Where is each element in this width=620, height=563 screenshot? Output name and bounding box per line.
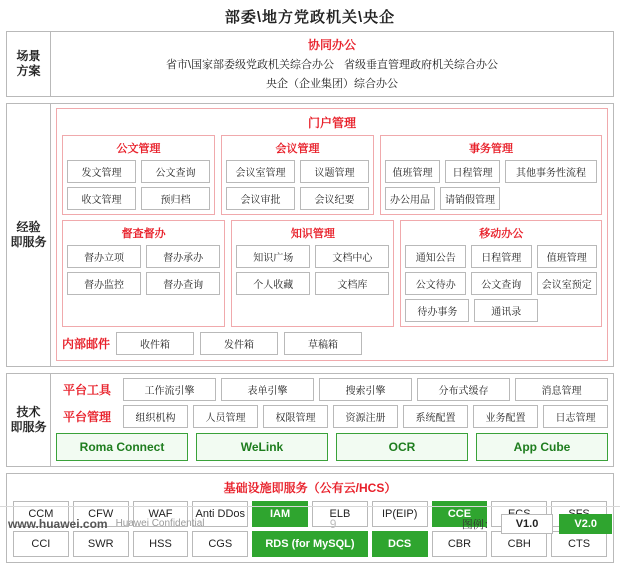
experience-band-label — [7, 104, 51, 366]
module-shiwu — [380, 135, 602, 215]
scenario-band-label — [7, 32, 51, 96]
infra-cell-cgs[interactable]: CGS — [192, 531, 248, 557]
module-row — [226, 187, 369, 210]
tech-products-row — [56, 433, 608, 461]
tech-band — [6, 373, 614, 467]
platform-tools-label: 平台工具 — [62, 383, 111, 397]
infra-cell-iam[interactable]: IAM — [252, 501, 308, 527]
legend-v1-badge: V1.0 — [501, 514, 554, 534]
chip-gongwenchaxun[interactable]: 公文查询 — [141, 160, 210, 183]
scenario-heading: 协同办公 — [307, 38, 356, 52]
chip-wendangzhongxin[interactable]: 文档中心 — [315, 245, 389, 268]
module-row — [67, 187, 210, 210]
platform-manage-row — [56, 405, 608, 428]
experience-band-body — [51, 104, 613, 366]
module-row — [405, 245, 597, 268]
chip-gongwendaiban[interactable]: 公文待办 — [405, 272, 466, 295]
infra-cell-ccm[interactable]: CCM — [13, 501, 69, 527]
legend-v2-badge: V2.0 — [559, 514, 612, 534]
module-gongwen — [62, 135, 215, 215]
module-title: 知识管理 — [290, 228, 335, 240]
tech-band-label — [7, 374, 51, 466]
module-title: 移动办公 — [479, 228, 524, 240]
chip-resource-register[interactable]: 资源注册 — [333, 405, 398, 428]
module-row — [385, 160, 597, 183]
chip-shouwenguanli[interactable]: 收文管理 — [67, 187, 136, 210]
legend-label: 图例： — [461, 518, 495, 531]
infra-cell-hss[interactable]: HSS — [133, 531, 189, 557]
portal-title: 门户管理 — [307, 116, 356, 130]
module-title: 督查督办 — [121, 228, 166, 240]
module-row — [405, 299, 597, 322]
module-row — [385, 187, 597, 210]
tech-band-label-text: 技术 即服务 — [10, 405, 47, 434]
chip-system-config[interactable]: 系统配置 — [403, 405, 468, 428]
scenario-row — [56, 56, 608, 72]
module-row — [67, 272, 220, 295]
footer — [0, 506, 620, 540]
infra-cell-dcs[interactable]: DCS — [372, 531, 428, 557]
infra-cell-cts[interactable]: CTS — [551, 531, 607, 557]
chip-org[interactable]: 组织机构 — [123, 405, 188, 428]
chip-qingxiaojia[interactable]: 请销假管理 — [440, 187, 500, 210]
infra-cell-elb[interactable]: ELB — [312, 501, 368, 527]
module-row — [67, 160, 210, 183]
tech-band-body — [51, 374, 613, 466]
chip-caogaoxiang[interactable]: 草稿箱 — [284, 332, 362, 355]
chip-business-config[interactable]: 业务配置 — [473, 405, 538, 428]
scenario-band-body — [51, 32, 613, 96]
chip-huiyishiguanli[interactable]: 会议室管理 — [226, 160, 295, 183]
chip-fajianxiang[interactable]: 发件箱 — [200, 332, 278, 355]
scenario-item-center: 央企（企业集团）综合办公 — [266, 78, 398, 90]
scenario-band — [6, 31, 614, 97]
experience-top-row — [62, 135, 602, 215]
scenario-item: 省级垂直管理政府机关综合办公 — [344, 59, 499, 71]
infra-cell-cbh[interactable]: CBH — [491, 531, 547, 557]
chip-huiyishenpi[interactable]: 会议审批 — [226, 187, 295, 210]
module-title: 会议管理 — [275, 143, 320, 155]
module-row — [236, 245, 389, 268]
infra-cell-cbr[interactable]: CBR — [432, 531, 488, 557]
infra-cell-cce[interactable]: CCE — [432, 501, 488, 527]
page-title: 部委\地方党政机关\央企 — [224, 9, 396, 26]
chip-fawenguanli[interactable]: 发文管理 — [67, 160, 136, 183]
module-row — [405, 272, 597, 295]
infra-cell-cfw[interactable]: CFW — [73, 501, 129, 527]
chip-zhibanguanli-m[interactable]: 值班管理 — [537, 245, 598, 268]
chip-search-engine[interactable]: 搜索引擎 — [319, 378, 412, 401]
infra-cell-waf[interactable]: WAF — [133, 501, 189, 527]
module-row — [67, 245, 220, 268]
infra-cell-swr[interactable]: SWR — [73, 531, 129, 557]
module-zhishi — [231, 220, 394, 327]
infra-cell-cci[interactable]: CCI — [13, 531, 69, 557]
chip-dubanjiankong[interactable]: 督办监控 — [67, 272, 141, 295]
chip-richengguanli[interactable]: 日程管理 — [445, 160, 500, 183]
mail-label: 内部邮件 — [62, 337, 111, 351]
product-roma-connect[interactable]: Roma Connect — [56, 433, 188, 461]
chip-permission[interactable]: 权限管理 — [263, 405, 328, 428]
chip-yitiguanli[interactable]: 议题管理 — [300, 160, 369, 183]
product-welink[interactable]: WeLink — [196, 433, 328, 461]
module-huiyi — [221, 135, 374, 215]
chip-zhibanguanli[interactable]: 值班管理 — [385, 160, 440, 183]
chip-richengguanli-m[interactable]: 日程管理 — [471, 245, 532, 268]
infra-cell-rds[interactable]: RDS (for MySQL) — [252, 531, 368, 557]
chip-dubanlixiang[interactable]: 督办立项 — [67, 245, 141, 268]
footer-page-number: 9 — [329, 516, 337, 531]
legend — [462, 514, 612, 534]
chip-huiyijiyao[interactable]: 会议纪要 — [300, 187, 369, 210]
chip-tongzhigonggao[interactable]: 通知公告 — [405, 245, 466, 268]
footer-confidential — [116, 518, 205, 529]
infra-cell-ipeip[interactable]: IP(EIP) — [372, 501, 428, 527]
chip-workflow-engine[interactable]: 工作流引擎 — [123, 378, 216, 401]
experience-band-label-text: 经验 即服务 — [10, 220, 47, 249]
module-row — [226, 160, 369, 183]
scenario-item: 省市\国家部委级党政机关综合办公 — [165, 59, 335, 71]
platform-tools-row — [56, 378, 608, 401]
infra-title: 基础设施即服务（公有云/HCS） — [223, 481, 397, 495]
product-ocr[interactable]: OCR — [336, 433, 468, 461]
footer-brand: www.huawei.com — [8, 516, 108, 531]
module-title: 事务管理 — [469, 143, 513, 155]
chip-shoujianxiang[interactable]: 收件箱 — [116, 332, 194, 355]
chip-zhishiguangchang[interactable]: 知识广场 — [236, 245, 310, 268]
chip-yuguidang[interactable]: 预归档 — [141, 187, 210, 210]
chip-distributed-cache[interactable]: 分布式缓存 — [417, 378, 510, 401]
chip-gerenshoucang[interactable]: 个人收藏 — [236, 272, 310, 295]
scenario-band-label-text: 场景 方案 — [16, 49, 41, 78]
chip-log-manage[interactable]: 日志管理 — [543, 405, 608, 428]
chip-message-manage[interactable]: 消息管理 — [515, 378, 608, 401]
chip-huiyishiyuding[interactable]: 会议室预定 — [537, 272, 598, 295]
chip-form-engine[interactable]: 表单引擎 — [221, 378, 314, 401]
chip-daibanshiwu[interactable]: 待办事务 — [405, 299, 469, 322]
module-row — [236, 272, 389, 295]
infra-cell-antiddos[interactable]: Anti DDos — [192, 501, 248, 527]
module-duchaduban — [62, 220, 225, 327]
product-app-cube[interactable]: App Cube — [476, 433, 608, 461]
chip-wendangku[interactable]: 文档库 — [315, 272, 389, 295]
chip-personnel[interactable]: 人员管理 — [193, 405, 258, 428]
mail-row — [62, 332, 602, 355]
platform-manage-label: 平台管理 — [62, 410, 111, 424]
footer-confidential-text: Huawei Confidential — [115, 518, 205, 529]
module-title: 公文管理 — [116, 143, 161, 155]
chip-dubanchaxun[interactable]: 督办查询 — [146, 272, 220, 295]
chip-dubanchengban[interactable]: 督办承办 — [146, 245, 220, 268]
chip-tongxunlu[interactable]: 通讯录 — [474, 299, 538, 322]
chip-gongwenchaxun-m[interactable]: 公文查询 — [471, 272, 532, 295]
portal-group — [56, 108, 608, 361]
experience-band — [6, 103, 614, 367]
module-yidong — [400, 220, 602, 327]
experience-bottom-row — [62, 220, 602, 327]
chip-qitashiwu[interactable]: 其他事务性流程 — [505, 160, 597, 183]
chip-bangongyongpin[interactable]: 办公用品 — [385, 187, 435, 210]
